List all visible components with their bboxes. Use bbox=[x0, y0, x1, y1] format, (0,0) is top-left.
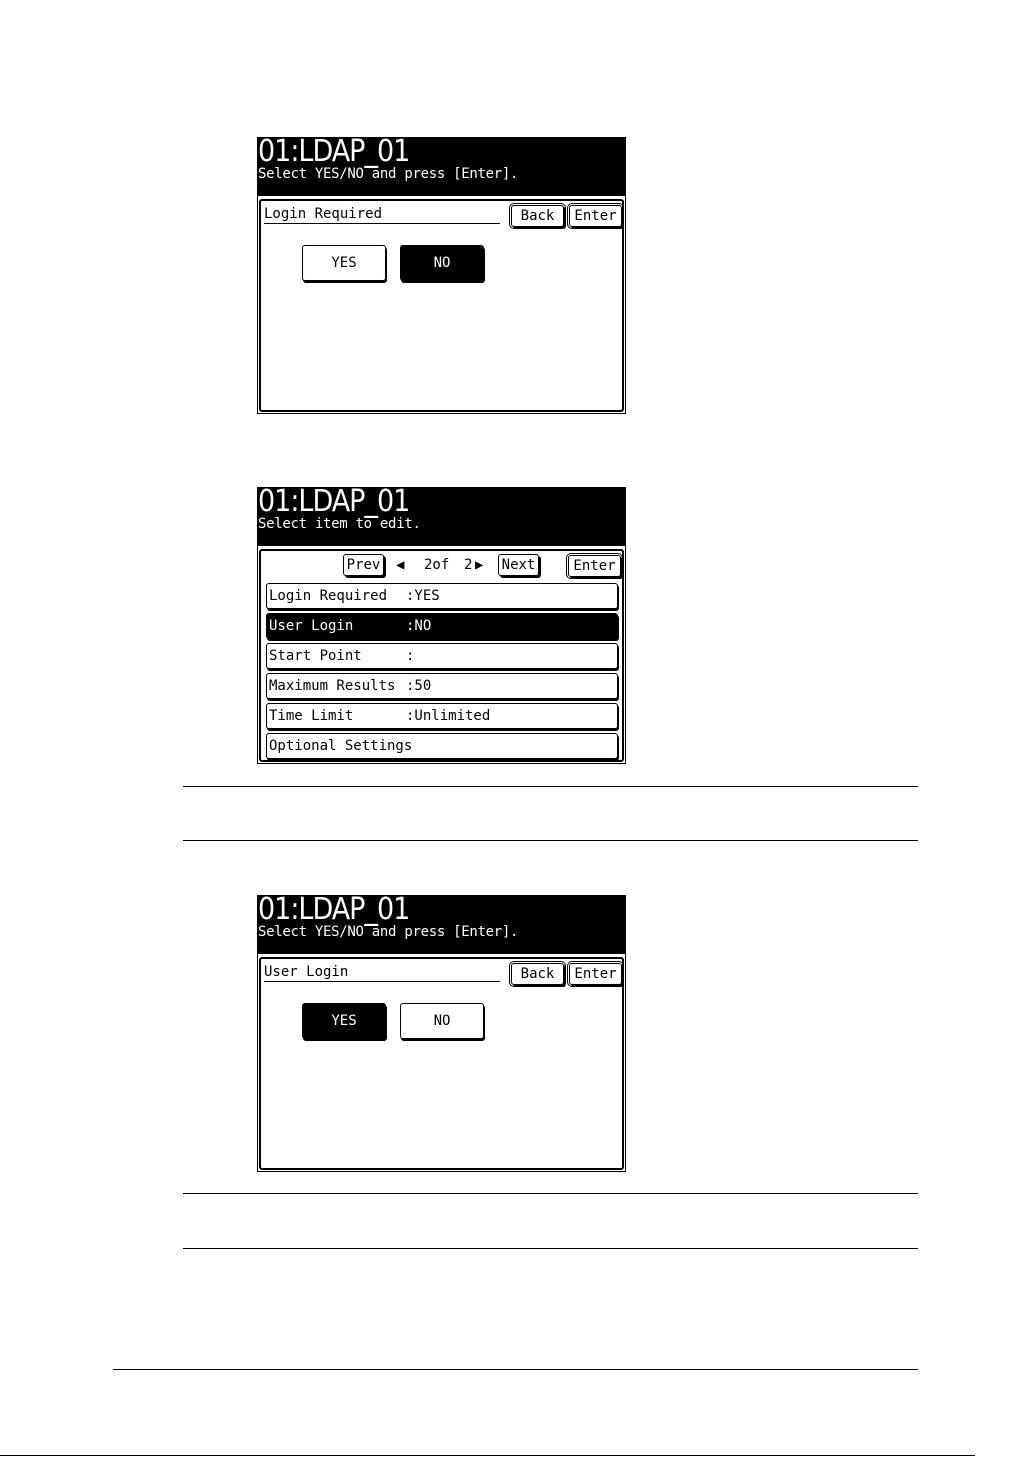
settings-panel bbox=[259, 957, 624, 1170]
item-value: :Unlimited bbox=[406, 708, 491, 724]
divider bbox=[0, 1455, 975, 1456]
list-item-start-point[interactable] bbox=[266, 643, 618, 669]
divider bbox=[183, 1248, 918, 1249]
list-item-user-login[interactable] bbox=[266, 613, 618, 639]
page-current: 2of bbox=[424, 557, 450, 573]
item-label: Optional Settings bbox=[269, 738, 413, 754]
login-required-screen bbox=[257, 134, 626, 414]
screen-title: 01:LDAP_01 bbox=[258, 484, 410, 519]
screen-instruction: Select item to edit. bbox=[258, 516, 421, 532]
item-list-panel bbox=[259, 549, 624, 762]
divider bbox=[183, 1193, 918, 1194]
screen-header bbox=[258, 892, 625, 954]
back-button[interactable]: Back bbox=[511, 963, 564, 985]
user-login-screen bbox=[257, 892, 626, 1172]
item-label: Time Limit bbox=[269, 708, 354, 724]
right-arrow-icon: ▶ bbox=[475, 557, 484, 573]
enter-button[interactable]: Enter bbox=[569, 963, 622, 985]
enter-button[interactable]: Enter bbox=[568, 555, 621, 577]
divider bbox=[113, 1369, 918, 1370]
divider bbox=[183, 786, 918, 787]
item-label: User Login bbox=[269, 618, 354, 634]
item-label: Login Required bbox=[269, 588, 388, 604]
yes-button[interactable]: YES bbox=[302, 245, 386, 281]
page-total: 2 bbox=[464, 557, 473, 573]
item-label: Start Point bbox=[269, 648, 362, 664]
screen-instruction: Select YES/NO and press [Enter]. bbox=[258, 924, 519, 940]
back-button[interactable]: Back bbox=[511, 205, 564, 227]
item-value: :50 bbox=[406, 678, 432, 694]
field-label: Login Required bbox=[264, 205, 500, 224]
enter-button[interactable]: Enter bbox=[569, 205, 622, 227]
item-list-screen bbox=[257, 484, 626, 764]
next-button[interactable]: Next bbox=[498, 554, 539, 576]
item-label: Maximum Results bbox=[269, 678, 396, 694]
screen-header bbox=[258, 484, 625, 546]
item-value: : bbox=[406, 648, 415, 664]
settings-panel bbox=[259, 199, 624, 412]
prev-button[interactable]: Prev bbox=[343, 554, 384, 576]
yes-button[interactable]: YES bbox=[302, 1003, 386, 1039]
list-item-time-limit[interactable] bbox=[266, 703, 618, 729]
list-item-maximum-results[interactable] bbox=[266, 673, 618, 699]
left-arrow-icon: ◀ bbox=[396, 557, 405, 573]
screen-title: 01:LDAP_01 bbox=[258, 892, 410, 927]
item-value: :NO bbox=[406, 618, 432, 634]
screen-title: 01:LDAP_01 bbox=[258, 134, 410, 169]
no-button[interactable]: NO bbox=[400, 245, 484, 281]
screen-header bbox=[258, 134, 625, 196]
no-button[interactable]: NO bbox=[400, 1003, 484, 1039]
list-item-login-required[interactable] bbox=[266, 583, 618, 609]
divider bbox=[183, 840, 918, 841]
screen-instruction: Select YES/NO and press [Enter]. bbox=[258, 166, 519, 182]
list-item-optional-settings[interactable] bbox=[266, 733, 618, 759]
item-value: :YES bbox=[406, 588, 440, 604]
field-label: User Login bbox=[264, 963, 500, 982]
